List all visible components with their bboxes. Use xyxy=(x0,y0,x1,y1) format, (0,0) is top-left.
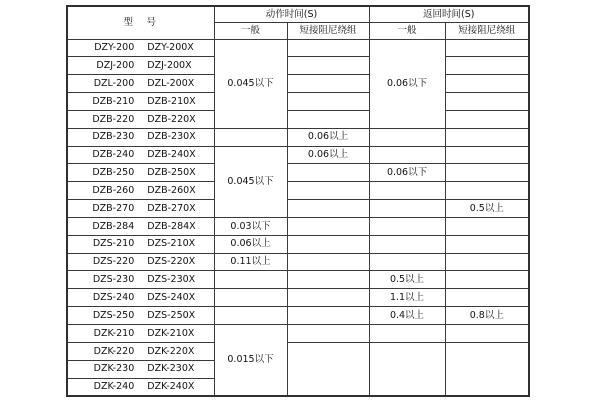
table-row xyxy=(67,75,529,93)
model-name: DZB-250 xyxy=(92,167,135,179)
cell-action-damping: 0.06以上 xyxy=(287,146,369,164)
model-cell xyxy=(67,271,214,289)
cell-return-general xyxy=(369,235,445,253)
cell-action-damping xyxy=(287,182,369,200)
cell-return-general: 1.1以上 xyxy=(369,289,445,307)
model-name: DZB-270 xyxy=(92,202,135,214)
model-name: DZB-210 xyxy=(92,95,135,107)
model-cell xyxy=(67,253,214,271)
cell-action-general xyxy=(214,307,287,325)
cell-return-general: 0.5以上 xyxy=(369,271,445,289)
model-name: DZY-200X xyxy=(147,42,194,54)
cell-return-damping xyxy=(445,217,529,235)
model-name: DZB-230 xyxy=(92,131,135,143)
cell-action-general xyxy=(214,271,287,289)
model-name: DZS-230X xyxy=(147,274,196,286)
cell-action-damping xyxy=(287,75,369,93)
model-name: DZK-210X xyxy=(147,327,195,339)
model-name: DZB-220X xyxy=(147,113,196,125)
relay-time-spec-table xyxy=(66,5,530,397)
header-action-general: 一般 xyxy=(214,22,287,39)
header-return-time: 返回时间(S) xyxy=(369,6,529,22)
cell-return-damping: 0.5以上 xyxy=(445,200,529,218)
header-row-groups xyxy=(67,6,529,22)
model-name: DZJ-200X xyxy=(147,60,192,72)
model-cell xyxy=(67,146,214,164)
cell-action-damping xyxy=(287,307,369,325)
cell-return-damping xyxy=(445,325,529,343)
model-cell xyxy=(67,200,214,218)
model-name: DZB-260 xyxy=(92,184,135,196)
model-cell xyxy=(67,164,214,182)
model-name: DZB-240 xyxy=(92,149,135,161)
model-name: DZK-230X xyxy=(147,363,195,375)
table-row xyxy=(67,325,529,343)
cell-action-damping xyxy=(287,342,369,396)
table-row xyxy=(67,342,529,360)
table-row xyxy=(67,235,529,253)
model-name: DZK-220 xyxy=(93,345,135,357)
model-name: DZK-220X xyxy=(147,345,195,357)
model-cell xyxy=(67,182,214,200)
cell-return-general xyxy=(369,128,445,146)
model-name: DZS-230 xyxy=(92,274,135,286)
model-cell xyxy=(67,325,214,343)
cell-return-general: 0.06以下 xyxy=(369,164,445,182)
cell-action-general: 0.015以下 xyxy=(214,325,287,396)
model-name: DZS-240X xyxy=(147,291,196,303)
cell-return-general: 0.06以下 xyxy=(369,39,445,128)
cell-return-general xyxy=(369,146,445,164)
table-row xyxy=(67,253,529,271)
model-name: DZB-210X xyxy=(147,95,196,107)
table-row xyxy=(67,271,529,289)
model-name: DZK-230 xyxy=(93,363,135,375)
cell-action-damping xyxy=(287,164,369,182)
model-name: DZB-260X xyxy=(147,184,196,196)
cell-return-damping xyxy=(445,128,529,146)
cell-return-damping xyxy=(445,75,529,93)
cell-return-damping: 0.8以上 xyxy=(445,307,529,325)
model-cell xyxy=(67,110,214,128)
cell-action-general xyxy=(214,289,287,307)
model-cell xyxy=(67,75,214,93)
table-row xyxy=(67,146,529,164)
cell-action-damping xyxy=(287,39,369,57)
model-cell xyxy=(67,93,214,111)
model-name: DZS-240 xyxy=(92,291,135,303)
model-name: DZL-200X xyxy=(147,77,195,89)
cell-return-general: 0.4以上 xyxy=(369,307,445,325)
header-return-general: 一般 xyxy=(369,22,445,39)
model-name: DZB-250X xyxy=(147,167,196,179)
cell-action-damping xyxy=(287,57,369,75)
model-cell xyxy=(67,57,214,75)
table-row xyxy=(67,164,529,182)
model-name: DZB-230X xyxy=(147,131,196,143)
model-name: DZK-240X xyxy=(147,380,195,392)
model-name: DZS-250X xyxy=(147,309,196,321)
table-row xyxy=(67,110,529,128)
header-return-damping: 短接阻尼绕组 xyxy=(445,22,529,39)
cell-return-damping xyxy=(445,110,529,128)
header-action-time: 动作时间(S) xyxy=(214,6,369,22)
model-cell xyxy=(67,235,214,253)
cell-action-general xyxy=(214,128,287,146)
table-row xyxy=(67,289,529,307)
model-name: DZS-210 xyxy=(92,238,135,250)
cell-action-general: 0.045以下 xyxy=(214,39,287,128)
model-cell xyxy=(67,307,214,325)
model-name: DZB-284X xyxy=(147,220,196,232)
table-row xyxy=(67,217,529,235)
cell-action-general: 0.11以上 xyxy=(214,253,287,271)
cell-return-general xyxy=(369,325,445,343)
cell-action-damping xyxy=(287,200,369,218)
model-name: DZB-220 xyxy=(92,113,135,125)
cell-return-damping xyxy=(445,57,529,75)
table-row xyxy=(67,200,529,218)
cell-action-damping xyxy=(287,325,369,343)
model-name: DZL-200 xyxy=(93,77,135,89)
cell-action-general: 0.03以下 xyxy=(214,217,287,235)
cell-return-general xyxy=(369,217,445,235)
model-cell xyxy=(67,289,214,307)
model-cell xyxy=(67,342,214,360)
cell-return-damping xyxy=(445,182,529,200)
cell-return-damping xyxy=(445,289,529,307)
model-name: DZY-200 xyxy=(94,42,135,54)
table-row xyxy=(67,57,529,75)
cell-action-damping xyxy=(287,235,369,253)
model-cell xyxy=(67,217,214,235)
model-name: DZJ-200 xyxy=(96,60,135,72)
model-name: DZK-240 xyxy=(93,380,135,392)
model-name: DZS-220X xyxy=(147,256,196,268)
cell-action-damping xyxy=(287,271,369,289)
model-cell xyxy=(67,128,214,146)
model-cell xyxy=(67,378,214,396)
header-model: 型 号 xyxy=(67,6,214,39)
table-row xyxy=(67,128,529,146)
table-row xyxy=(67,307,529,325)
cell-return-general xyxy=(369,342,445,396)
model-name: DZK-210 xyxy=(93,327,135,339)
cell-action-damping xyxy=(287,110,369,128)
model-cell xyxy=(67,39,214,57)
cell-return-damping xyxy=(445,93,529,111)
cell-action-damping: 0.06以上 xyxy=(287,128,369,146)
model-name: DZB-240X xyxy=(147,149,196,161)
cell-action-general: 0.06以上 xyxy=(214,235,287,253)
cell-return-damping xyxy=(445,271,529,289)
cell-action-damping xyxy=(287,217,369,235)
cell-action-damping xyxy=(287,289,369,307)
cell-action-general: 0.045以下 xyxy=(214,146,287,217)
cell-return-damping xyxy=(445,164,529,182)
cell-return-general xyxy=(369,253,445,271)
model-cell xyxy=(67,360,214,378)
table-row xyxy=(67,93,529,111)
cell-return-general xyxy=(369,182,445,200)
cell-return-damping xyxy=(445,235,529,253)
table-row xyxy=(67,39,529,57)
model-name: DZS-250 xyxy=(92,309,135,321)
cell-return-general xyxy=(369,200,445,218)
model-name: DZB-270X xyxy=(147,202,196,214)
table-row xyxy=(67,182,529,200)
cell-action-damping xyxy=(287,93,369,111)
cell-return-damping xyxy=(445,253,529,271)
cell-action-damping xyxy=(287,253,369,271)
cell-return-damping xyxy=(445,342,529,396)
model-name: DZS-220 xyxy=(92,256,135,268)
model-name: DZS-210X xyxy=(147,238,196,250)
header-action-damping: 短接阻尼绕组 xyxy=(287,22,369,39)
cell-return-damping xyxy=(445,39,529,57)
cell-return-damping xyxy=(445,146,529,164)
model-name: DZB-284 xyxy=(92,220,135,232)
